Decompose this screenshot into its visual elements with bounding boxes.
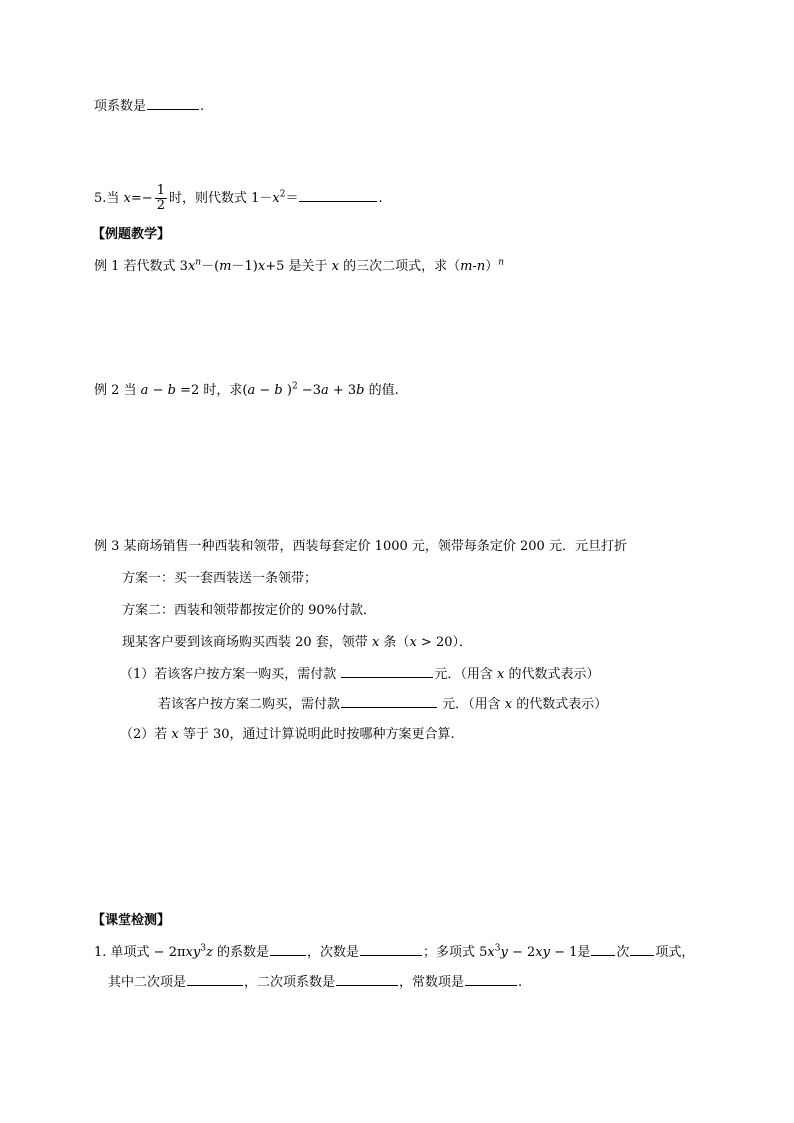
answer-blank[interactable] (147, 96, 199, 110)
example-3-statement: 例 3 某商场销售一种西装和领带，西装每套定价 1000 元，领带每条定价 200 元．元旦打折 (94, 539, 627, 554)
answer-blank[interactable] (341, 664, 433, 678)
answer-blank[interactable] (299, 188, 377, 202)
question-1b: 若该客户按方案二购买，需付款 元．（用含 x 的代数式表示） (158, 694, 607, 714)
continued-line: 项系数是 . (94, 96, 204, 116)
customer-condition: 现某客户要到该商场购买西装 20 套，领带 x 条（x > 20）． (122, 635, 472, 650)
answer-blank[interactable] (630, 942, 654, 956)
plan-1: 方案一：买一套西装送一条领带； (122, 571, 318, 586)
answer-blank[interactable] (187, 972, 243, 986)
check-question-1-line-2: 其中二次项是 ，二次项系数是 ，常数项是 . (108, 972, 522, 992)
answer-blank[interactable] (336, 972, 398, 986)
answer-blank[interactable] (270, 942, 306, 956)
check-question-1: 1. 单项式 − 2πxy$^3$z 的系数是 ，次数是 ；多项式 $5x^3y - 2xy - 1$是 次 项式， (94, 943, 695, 960)
example-1: 例 1 若代数式 $3x^n-(m-1)x+5$ 是关于 x 的三次二项式，求$(m-n)^n$ (94, 257, 505, 274)
plan-2: 方案二：西装和领带都按定价的 90%付款． (122, 603, 377, 618)
question-2: （2）若 x 等于 30，通过计算说明此时按哪种方案更合算. (120, 727, 455, 742)
section-heading-check: 【课堂检测】 (92, 913, 171, 928)
answer-blank[interactable] (341, 694, 437, 708)
fraction: $\frac{1}{2}$ (156, 183, 165, 213)
answer-blank[interactable] (591, 942, 615, 956)
question-5: 5.当 x=− $\frac{1}{2}$ 时，则代数式 $1-x^2=$ . (94, 183, 383, 213)
question-1a: （1）若该客户按方案一购买，需付款 元．（用含 x 的代数式表示） (120, 664, 600, 684)
answer-blank[interactable] (360, 942, 422, 956)
section-heading-examples: 【例题教学】 (92, 227, 171, 242)
example-2: 例 2 当 a − b =2 时，求(a − b )$^2$ −3a + 3b 的值. (94, 381, 399, 398)
answer-blank[interactable] (465, 972, 517, 986)
